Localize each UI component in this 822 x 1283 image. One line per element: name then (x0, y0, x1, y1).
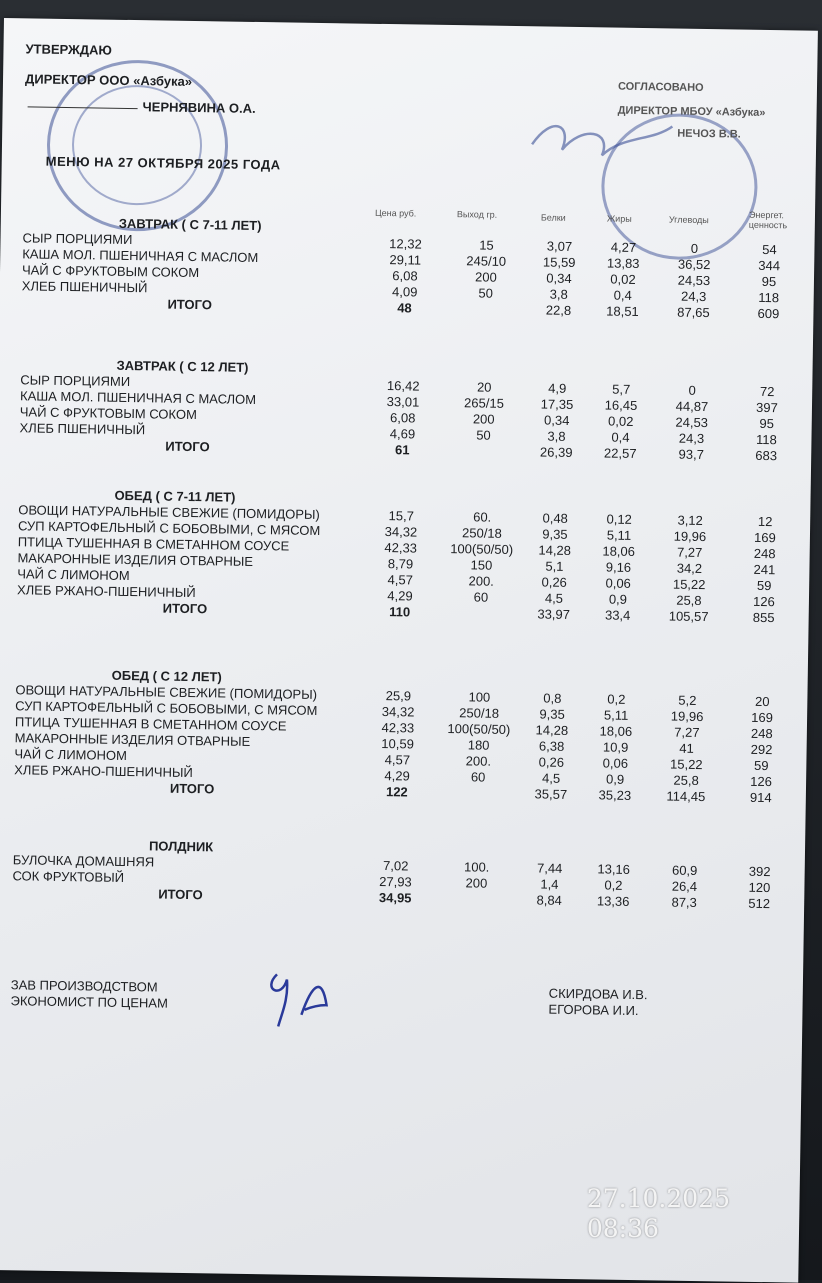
col-carb: Углеводы (668, 214, 709, 226)
cell-price: 15,7 (388, 508, 415, 524)
total-price: 48 (397, 300, 412, 316)
cell-price: 16,42 (386, 378, 420, 394)
cell-price: 4,57 (384, 752, 411, 768)
cell-carb: 26,4 (671, 878, 698, 894)
cell-carb: 24,3 (680, 288, 707, 305)
cell-kcal: 120 (748, 879, 771, 896)
total-label: ИТОГО (169, 780, 215, 797)
cell-kcal: 169 (751, 709, 774, 726)
section-title: ПОЛДНИК (148, 838, 214, 855)
dish-name: СЫР ПОРЦИЯМИ (20, 372, 131, 390)
cell-price: 42,33 (381, 720, 415, 736)
total-prot: 26,39 (539, 444, 573, 460)
cell-carb: 44,87 (675, 398, 709, 415)
cell-price: 34,32 (384, 524, 418, 540)
cell-prot: 0,8 (543, 690, 562, 706)
section-title: ЗАВТРАК ( С 12 ЛЕТ) (116, 357, 249, 375)
footer-name-1: СКИРДОВА И.В. (548, 985, 648, 1003)
cell-weight: 200. (465, 753, 492, 769)
cell-kcal: 54 (762, 241, 777, 258)
dish-name: ПТИЦА ТУШЕННАЯ В СМЕТАННОМ СОУСЕ (14, 714, 287, 734)
cell-fat: 16,45 (604, 397, 638, 413)
cell-prot: 14,28 (538, 542, 572, 558)
dish-name: БУЛОЧКА ДОМАШНЯЯ (12, 852, 155, 870)
cell-carb: 0 (688, 382, 696, 398)
agreed-director: ДИРЕКТОР МБОУ «Азбука» (617, 104, 766, 119)
cell-kcal: 118 (755, 431, 777, 448)
dish-name: МАКАРОННЫЕ ИЗДЕЛИЯ ОТВАРНЫЕ (14, 730, 251, 749)
dish-name: СОК ФРУКТОВЫЙ (12, 868, 125, 885)
cell-prot: 3,8 (547, 428, 566, 444)
cell-kcal: 95 (761, 273, 777, 290)
cell-weight: 20 (476, 379, 492, 395)
total-kcal: 914 (749, 789, 772, 806)
cell-fat: 18,06 (602, 543, 636, 559)
cell-prot: 14,28 (535, 722, 569, 738)
cell-prot: 3,8 (549, 286, 568, 302)
total-carb: 87,65 (677, 304, 710, 321)
cell-kcal: 397 (755, 399, 778, 416)
cell-carb: 3,12 (677, 512, 703, 529)
cell-carb: 41 (679, 740, 694, 756)
cell-carb: 19,96 (673, 528, 707, 545)
cell-prot: 0,34 (546, 270, 572, 286)
cell-carb: 15,22 (669, 756, 703, 773)
cell-prot: 4,5 (541, 770, 561, 786)
dish-name: ОВОЩИ НАТУРАЛЬНЫЕ СВЕЖИЕ (ПОМИДОРЫ) (15, 682, 318, 702)
cell-prot: 1,4 (540, 876, 559, 892)
total-prot: 35,57 (534, 786, 568, 802)
cell-fat: 5,11 (603, 707, 629, 723)
cell-weight: 100 (468, 689, 491, 705)
cell-price: 6,08 (392, 268, 418, 284)
dish-name: СУП КАРТОФЕЛЬНЫЙ С БОБОВЫМИ, С МЯСОМ (17, 518, 321, 539)
cell-fat: 0,06 (602, 755, 629, 771)
cell-kcal: 95 (759, 415, 775, 432)
cell-weight: 50 (478, 285, 494, 301)
cell-fat: 9,16 (605, 559, 632, 575)
cell-carb: 25,8 (673, 772, 699, 789)
cell-prot: 6,38 (538, 738, 565, 754)
cell-prot: 9,35 (542, 526, 568, 542)
cell-fat: 13,83 (606, 255, 640, 272)
cell-fat: 0,4 (613, 287, 632, 303)
cell-fat: 5,7 (612, 381, 631, 397)
cell-weight: 200 (475, 269, 497, 285)
total-fat: 13,36 (596, 893, 630, 909)
total-carb: 105,57 (668, 608, 709, 625)
cell-weight: 60. (473, 509, 492, 525)
cell-carb: 24,53 (675, 414, 709, 431)
cell-weight: 100(50/50) (450, 541, 514, 558)
cell-prot: 5,1 (545, 558, 564, 574)
cell-price: 12,32 (389, 236, 422, 252)
cell-weight: 250/18 (461, 525, 502, 541)
cell-price: 4,09 (391, 284, 418, 300)
cell-fat: 5,11 (606, 527, 632, 543)
dish-name: МАКАРОННЫЕ ИЗДЕЛИЯ ОТВАРНЫЕ (17, 550, 254, 569)
total-prot: 33,97 (537, 606, 571, 622)
total-fat: 35,23 (598, 787, 632, 803)
cell-fat: 10,9 (602, 739, 629, 755)
total-price: 34,95 (378, 889, 412, 906)
total-kcal: 609 (757, 305, 780, 322)
cell-fat: 0,9 (608, 591, 628, 607)
total-price: 61 (394, 442, 410, 458)
cell-kcal: 126 (752, 593, 775, 610)
cell-price: 34,32 (381, 704, 415, 720)
total-carb: 93,7 (678, 446, 705, 463)
cell-kcal: 344 (758, 257, 781, 274)
cell-fat: 4,27 (610, 239, 637, 255)
cell-prot: 3,07 (546, 238, 573, 254)
cell-weight: 60 (470, 769, 486, 785)
cell-fat: 0,4 (611, 429, 630, 445)
dish-name: СУП КАРТОФЕЛЬНЫЙ С БОБОВЫМИ, С МЯСОМ (15, 698, 318, 719)
dish-name: ЧАЙ С ЛИМОНОМ (14, 746, 127, 764)
cell-weight: 180 (467, 737, 490, 753)
cell-kcal: 72 (759, 383, 775, 400)
total-prot: 8,84 (536, 892, 562, 908)
cell-weight: 100(50/50) (447, 721, 511, 738)
cell-prot: 0,48 (542, 510, 568, 526)
cell-weight: 200. (468, 573, 494, 589)
dish-name: ПТИЦА ТУШЕННАЯ В СМЕТАННОМ СОУСЕ (17, 534, 290, 554)
cell-prot: 17,35 (540, 396, 574, 412)
photo-timestamp (587, 1184, 730, 1244)
total-price: 122 (385, 784, 408, 800)
cell-fat: 0,02 (607, 413, 634, 429)
cell-fat: 0,06 (605, 575, 631, 591)
cell-kcal: 118 (758, 289, 780, 306)
section-title: ОБЕД ( С 12 ЛЕТ) (111, 667, 222, 685)
cell-weight: 245/10 (466, 253, 507, 269)
total-kcal: 512 (748, 895, 771, 912)
cell-weight: 200 (465, 875, 488, 891)
section-title: ОБЕД ( С 7-11 ЛЕТ) (114, 487, 236, 505)
cell-prot: 4,5 (544, 590, 564, 606)
total-prot: 22,8 (545, 302, 572, 318)
cell-prot: 0,26 (541, 574, 567, 590)
total-label: ИТОГО (167, 296, 213, 313)
approve-label: УТВЕРЖДАЮ (25, 41, 113, 58)
total-fat: 18,51 (606, 303, 639, 320)
cell-weight: 15 (479, 237, 494, 253)
cell-fat: 0,2 (604, 877, 623, 893)
dish-name: КАША МОЛ. ПШЕНИЧНАЯ С МАСЛОМ (19, 388, 257, 408)
cell-kcal: 248 (753, 545, 776, 562)
cell-price: 42,33 (384, 540, 418, 556)
dish-name: ЧАЙ С ЛИМОНОМ (17, 566, 130, 584)
cell-weight: 150 (470, 557, 493, 573)
cell-prot: 0,34 (543, 412, 570, 428)
cell-price: 33,01 (386, 394, 420, 410)
footer-role-economist: ЭКОНОМИСТ ПО ЦЕНАМ (10, 993, 168, 1011)
cell-carb: 24,3 (678, 430, 705, 447)
col-weight: Выход гр. (456, 209, 498, 220)
total-kcal: 683 (755, 447, 778, 464)
total-carb: 114,45 (666, 788, 706, 805)
cell-price: 4,57 (387, 572, 413, 588)
cell-carb: 15,22 (672, 576, 706, 593)
cell-carb: 36,52 (677, 256, 711, 273)
total-label: ИТОГО (165, 438, 210, 455)
dish-name: КАША МОЛ. ПШЕНИЧНАЯ С МАСЛОМ (22, 246, 259, 266)
footer-role-production: ЗАВ ПРОИЗВОДСТВОМ (10, 977, 158, 995)
cell-fat: 0,9 (605, 771, 625, 787)
dish-name: ХЛЕБ ПШЕНИЧНЫЙ (19, 420, 146, 438)
cell-kcal: 59 (754, 757, 769, 774)
agreed-name: НЕЧОЗ В.В. (677, 127, 741, 141)
cell-fat: 0,02 (610, 271, 636, 287)
cell-carb: 19,96 (670, 708, 704, 725)
cell-fat: 18,06 (599, 723, 633, 739)
cell-carb: 25,8 (676, 592, 702, 609)
cell-prot: 9,35 (539, 706, 565, 722)
cell-kcal: 126 (750, 773, 773, 790)
cell-price: 10,59 (381, 736, 415, 752)
cell-weight: 250/18 (459, 705, 500, 721)
cell-kcal: 248 (750, 725, 773, 742)
cell-weight: 50 (476, 427, 491, 443)
menu-sheet (0, 18, 818, 1283)
cell-weight: 200 (472, 411, 495, 427)
cell-prot: 4,9 (548, 380, 567, 396)
cell-carb: 60,9 (671, 862, 698, 878)
total-fat: 33,4 (604, 607, 631, 623)
col-kcal: Энергет. ценность (748, 209, 788, 231)
cell-kcal: 292 (750, 741, 773, 758)
cell-weight: 265/15 (464, 395, 505, 411)
total-carb: 87,3 (671, 894, 697, 910)
cell-price: 25,9 (385, 688, 412, 704)
menu-title: МЕНЮ НА 27 ОКТЯБРЯ 2025 ГОДА (45, 153, 281, 173)
cell-weight: 60 (473, 589, 489, 605)
agreed-label: СОГЛАСОВАНО (617, 80, 704, 94)
cell-fat: 0,12 (606, 511, 632, 527)
dish-name: ХЛЕБ ПШЕНИЧНЫЙ (21, 278, 148, 296)
cell-kcal: 59 (756, 577, 772, 594)
signature-handwritten-icon (256, 954, 347, 1035)
cell-price: 4,69 (389, 426, 416, 442)
total-price: 110 (389, 604, 411, 620)
cell-price: 27,93 (379, 874, 412, 890)
cell-kcal: 169 (753, 529, 776, 546)
cell-price: 29,11 (389, 252, 422, 268)
cell-kcal: 20 (755, 693, 770, 710)
dish-name: СЫР ПОРЦИЯМИ (22, 230, 133, 248)
cell-weight: 100. (463, 859, 490, 875)
dish-name: ХЛЕБ РЖАНО-ПШЕНИЧНЫЙ (16, 582, 196, 601)
director-name: ЧЕРНЯВИНА О.А. (142, 99, 256, 116)
total-kcal: 855 (752, 609, 775, 626)
cell-carb: 0 (690, 240, 699, 256)
timestamp-time: 08:36 (586, 1214, 659, 1243)
footer-name-2: ЕГОРОВА И.И. (548, 1001, 639, 1019)
cell-price: 4,29 (384, 768, 410, 784)
dish-name: ЧАЙ С ФРУКТОВЫМ СОКОМ (21, 262, 200, 281)
total-label: ИТОГО (162, 600, 208, 617)
col-price: Цена руб. (374, 207, 417, 219)
cell-carb: 34,2 (676, 560, 703, 577)
dish-name: ХЛЕБ РЖАНО-ПШЕНИЧНЫЙ (14, 762, 193, 781)
cell-fat: 0,2 (607, 691, 626, 707)
cell-kcal: 392 (748, 863, 771, 880)
total-fat: 22,57 (603, 445, 637, 461)
cell-price: 7,02 (382, 858, 409, 874)
cell-prot: 0,26 (538, 754, 565, 770)
timestamp-date: 27.10.2025 (586, 1184, 730, 1213)
cell-price: 8,79 (387, 556, 414, 572)
cell-carb: 24,53 (677, 272, 711, 289)
col-protein: Белки (540, 212, 566, 223)
cell-prot: 15,59 (542, 254, 576, 271)
col-fat: Жиры (606, 213, 632, 224)
cell-kcal: 241 (753, 561, 776, 578)
cell-carb: 5,2 (678, 692, 697, 708)
total-label: ИТОГО (158, 886, 203, 903)
cell-kcal: 12 (757, 513, 773, 530)
cell-carb: 7,27 (676, 544, 703, 561)
dish-name: ЧАЙ С ФРУКТОВЫМ СОКОМ (19, 404, 197, 423)
director-line: ДИРЕКТОР ООО «Азбука» (24, 71, 193, 89)
cell-price: 6,08 (389, 410, 416, 426)
cell-fat: 13,16 (597, 861, 631, 877)
cell-prot: 7,44 (536, 860, 563, 876)
section-title: ЗАВТРАК ( С 7-11 ЛЕТ) (118, 215, 262, 234)
cell-carb: 7,27 (674, 724, 700, 741)
dish-name: ОВОЩИ НАТУРАЛЬНЫЕ СВЕЖИЕ (ПОМИДОРЫ) (18, 502, 320, 523)
cell-price: 4,29 (387, 588, 413, 604)
